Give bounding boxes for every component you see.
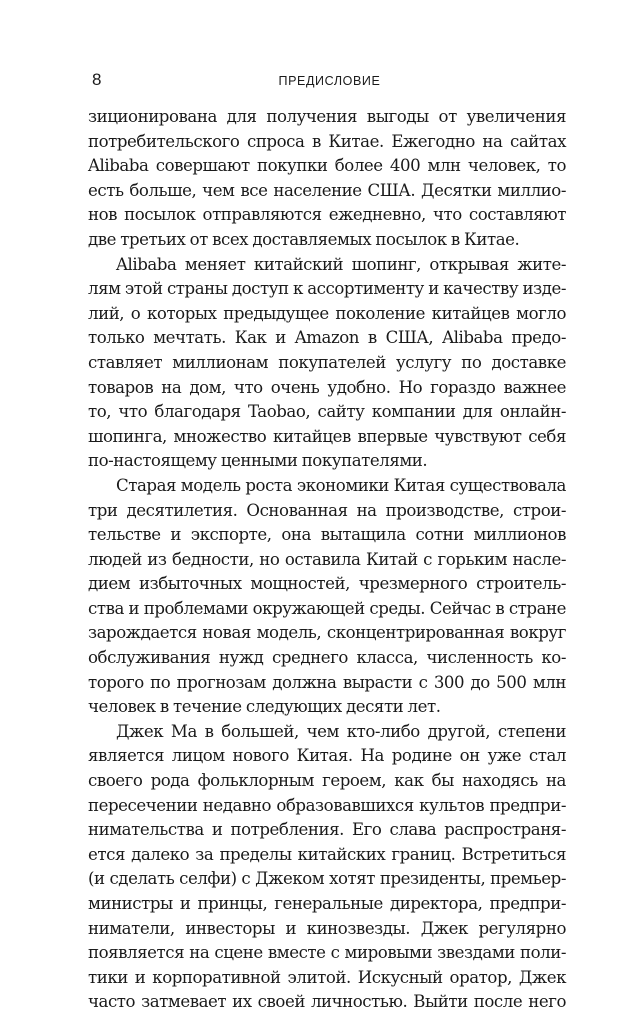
text-line: Alibaba совершают покупки более 400 млн человек, то	[88, 156, 566, 176]
text-line: лям этой страны доступ к ассортименту и качеству изде-	[88, 279, 566, 299]
text-line: шопинга, множество китайцев впервые чувствуют себя	[88, 426, 566, 446]
text-line: то, что благодаря Taobao, сайту компании для онлайн-	[88, 402, 566, 422]
text-line: зарождается новая модель, сконцентрированная вокруг	[88, 623, 566, 643]
body-text	[88, 105, 566, 1015]
running-title: ПРЕДИСЛОВИЕ	[278, 74, 381, 88]
text-line: две третьих от всех доставляемых посылок в Китае.	[88, 229, 520, 249]
text-line: лий, о которых предыдущее поколение китайцев могло	[88, 303, 566, 323]
text-line: человек в течение следующих десяти лет.	[88, 697, 441, 717]
text-line: обслуживания нужд среднего класса, численность ко-	[88, 648, 566, 668]
text-line: ниматели, инвесторы и кинозвезды. Джек регулярно	[88, 918, 566, 938]
text-line: ставляет миллионам покупателей услугу по доставке	[88, 352, 566, 372]
paragraph	[88, 253, 566, 474]
text-line: Старая модель роста экономики Китая существовала	[116, 475, 566, 495]
text-line: тельстве и экспорте, она вытащила сотни миллионов	[88, 525, 566, 545]
text-line: только мечтать. Как и Amazon в США, Alibaba предо-	[88, 328, 566, 348]
paragraph	[88, 474, 566, 720]
text-line: людей из бедности, но оставила Китай с горьким насле-	[88, 549, 566, 569]
text-line: ства и проблемами окружающей среды. Сейчас в стране	[88, 598, 566, 618]
paragraph	[88, 105, 566, 253]
text-line: появляется на сцене вместе с мировыми звездами поли-	[88, 943, 566, 963]
page-number: 8	[92, 70, 102, 89]
text-line: три десятилетия. Основанная на производстве, строи-	[88, 500, 566, 520]
text-line: ется далеко за пределы китайских границ. Встретиться	[88, 844, 566, 864]
text-line: Джек Ма в большей, чем кто-либо другой, степени	[116, 721, 566, 741]
text-line: является лицом нового Китая. На родине он уже стал	[88, 746, 566, 766]
text-line: потребительского спроса в Китае. Ежегодно на сайтах	[88, 131, 566, 151]
text-line: тики и корпоративной элитой. Искусный оратор, Джек	[88, 967, 566, 987]
page-header	[92, 70, 567, 92]
text-line: пересечении недавно образовавшихся культов предпри-	[88, 795, 566, 815]
text-line: торого по прогнозам должна вырасти с 300 до 500 млн	[88, 672, 566, 692]
text-line: зиционирована для получения выгоды от увеличения	[88, 107, 566, 126]
text-line: своего рода фольклорным героем, как бы находясь на	[88, 771, 566, 791]
text-line: по-настоящему ценными покупателями.	[88, 451, 428, 471]
text-line: нимательства и потребления. Его слава распространя-	[88, 820, 566, 840]
text-line: нов посылок отправляются ежедневно, что составляют	[88, 205, 566, 225]
text-line: часто затмевает их своей личностью. Выйти после него	[88, 992, 566, 1012]
text-line: Alibaba меняет китайский шопинг, открывая жите-	[116, 254, 566, 274]
text-line: есть больше, чем все население США. Десятки миллио-	[88, 180, 566, 200]
text-line: дием избыточных мощностей, чрезмерного строитель-	[88, 574, 566, 594]
text-line: (и сделать селфи) с Джеком хотят президенты, премьер-	[88, 869, 566, 889]
text-line: товаров на дом, что очень удобно. Но гораздо важнее	[88, 377, 566, 397]
text-line: министры и принцы, генеральные директора, предпри-	[88, 894, 566, 913]
paragraph	[88, 720, 566, 1015]
